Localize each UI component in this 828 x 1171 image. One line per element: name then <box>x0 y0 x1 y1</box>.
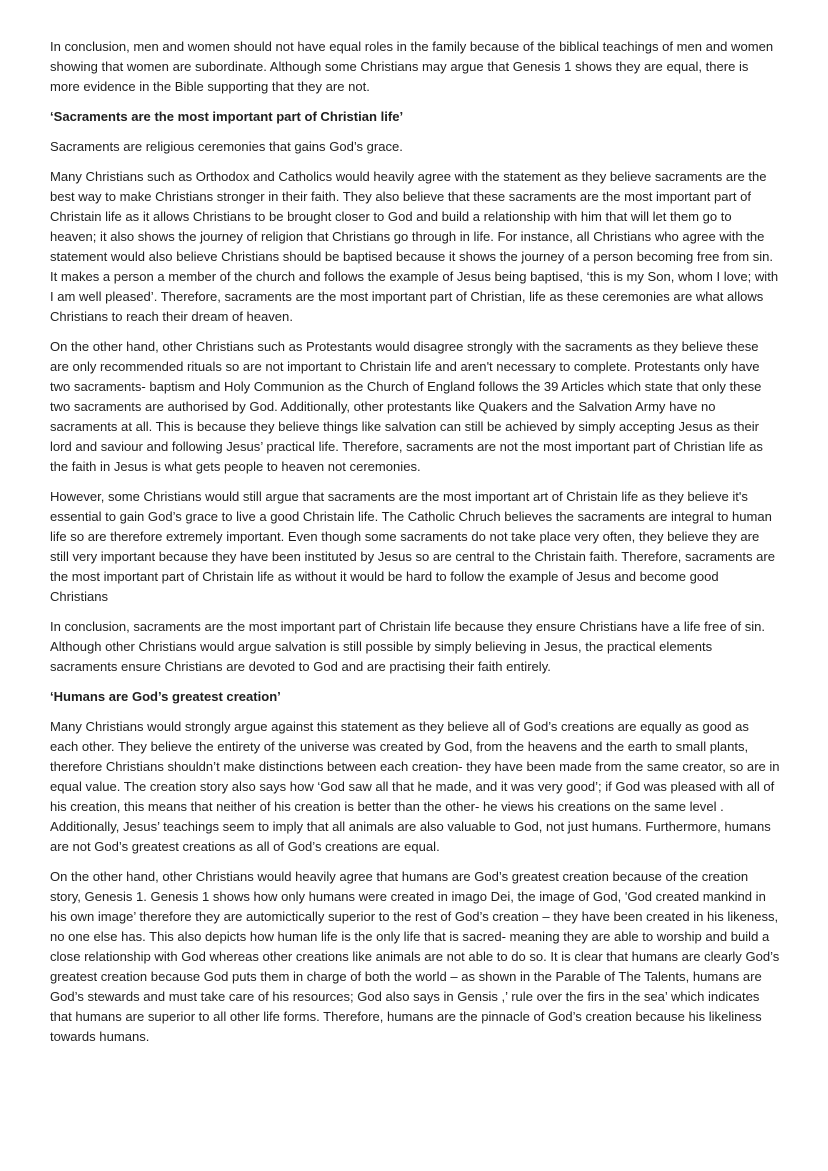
document-page <box>50 37 780 1057</box>
paragraph-humans-agree: On the other hand, other Christians would heavily agree that humans are God’s greatest creation because of the creation story, Genesis 1. Genesis 1 shows how only humans were created in imago Dei, the image of God, 'God created mankind in his own image’ therefore they are automictically superior to the rest of God’s creation – they have been created in his likeness, no one else has. This also depicts how human life is the only life that is sacred- meaning they are able to worship and build a close relationship with God whereas other creations like animals are not able to do so. It is clear that humans are clearly God’s greatest creation because God puts them in charge of both the world – as shown in the Parable of The Talents, humans are God’s stewards and must take care of his resources; God also says in Gensis ,’ rule over the firs in the sea’ which indicates that humans are superior to all other life forms. Therefore, humans are the pinnacle of God’s creation because his likeliness towards humans. <box>50 869 780 1044</box>
paragraph-sacraments-agree: Many Christians such as Orthodox and Catholics would heavily agree with the statement as they believe sacraments are the best way to make Christians stronger in their faith. They also believe that these sacraments are the most important part of Christain life as it allows Christians to be brought closer to God and build a relationship with him that will let them go to heaven; it also shows the journey of religion that Christians go through in life. For instance, all Christians who agree with the statement would also believe Christians should be baptised because it shows the journey of a person becoming free from sin. It makes a person a member of the church and follows the example of Jesus being baptised, ‘this is my Son, whom I love; with I am well pleased’. Therefore, sacraments are the most important part of Christian, life as these ceremonies are what allows Christians to reach their dream of heaven. <box>50 169 779 324</box>
heading-humans-greatest-creation: ‘Humans are God’s greatest creation’ <box>50 689 281 704</box>
paragraph-sacraments-conclusion: In conclusion, sacraments are the most important part of Christain life because they ensure Christians have a life free of sin. Although other Christians would argue salvation is still possible by simply believing in Jesus, the practical elements sacraments ensure Christians are devoted to God and are practising their faith entirely. <box>50 619 766 674</box>
heading-sacraments: ‘Sacraments are the most important part of Christian life’ <box>50 109 404 124</box>
paragraph-conclusion-gender-roles: In conclusion, men and women should not have equal roles in the family because of the biblical teachings of men and women showing that women are subordinate. Although some Christians may argue that Genesis 1 shows they are equal, there is more evidence in the Bible supporting that they are not. <box>50 39 774 94</box>
paragraph-humans-disagree: Many Christians would strongly argue against this statement as they believe all of God’s creations are equally as good as each other. They believe the entirety of the universe was created by God, from the heavens and the earth to small plants, therefore Christians shouldn’t make distinctions between each creation- they have been made from the same creator, so are in equal value. The creation story also says how ‘God saw all that he made, and it was very good’; if God was pleased with all of his creation, this means that neither of his creation is better than the other- he views his creations on the same level . Additionally, Jesus’ teachings seem to imply that all animals are also valuable to God, not just humans. Furthermore, humans are not God’s greatest creations as all of God’s creations are equal. <box>50 719 780 854</box>
paragraph-sacraments-counter: However, some Christians would still argue that sacraments are the most important art of Christain life as they believe it's essential to gain God’s grace to live a good Christain life. The Catholic Chruch believes the sacraments are integral to human life so are therefore extremely important. Even though some sacraments do not take place very often, they believe they are still very important because they have been instituted by Jesus so are central to the Christain faith. Therefore, sacraments are the most important part of Christain life as without it would be hard to follow the example of Jesus and become good Christians <box>50 489 775 604</box>
paragraph-sacraments-definition: Sacraments are religious ceremonies that gains God’s grace. <box>50 139 403 154</box>
paragraph-sacraments-disagree: On the other hand, other Christians such as Protestants would disagree strongly with the sacraments as they believe these are only recommended rituals so are not important to Christain life and aren't necessary to complete. Protestants only have two sacraments- baptism and Holy Communion as the Church of England follows the 39 Articles which state that only these two sacraments are authorised by God. Additionally, other protestants like Quakers and the Salvation Army have no sacraments at all. This is because they believe things like salvation can still be achieved by simply accepting Jesus as their lord and saviour and following Jesus’ practical life. Therefore, sacraments are not the most important part of Christian life as the faith in Jesus is what gets people to heaven not ceremonies. <box>50 339 763 474</box>
